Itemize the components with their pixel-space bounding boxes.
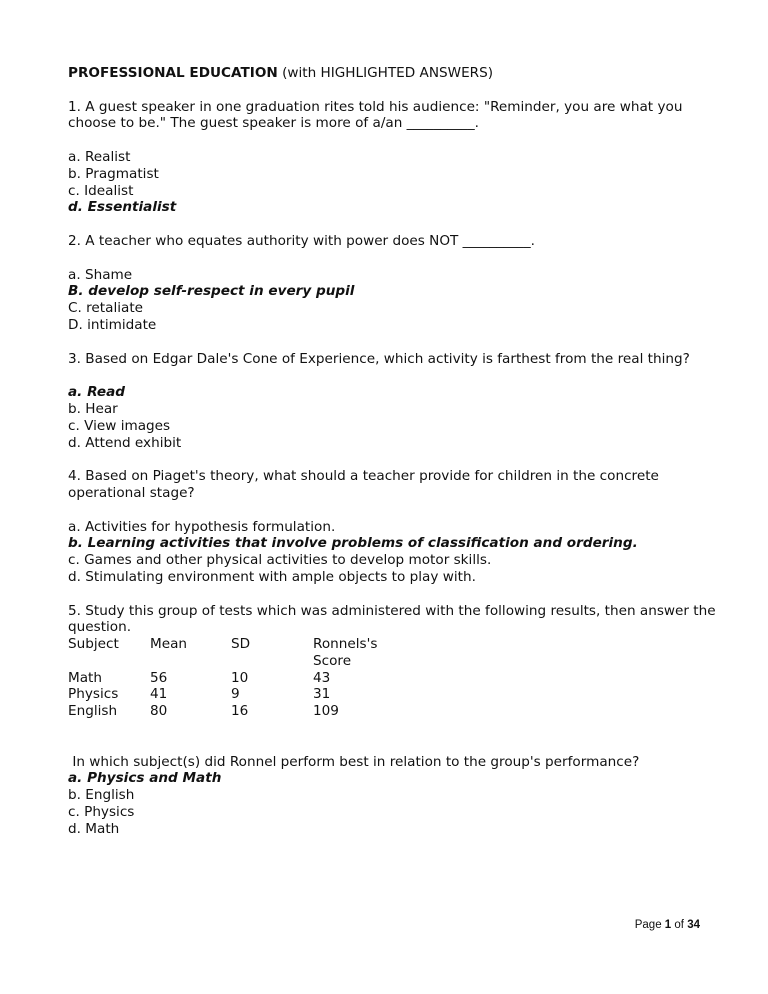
question-2-prompt: 2. A teacher who equates authority with power does NOT __________. [68, 232, 535, 249]
question-5-option-b: b. English [68, 787, 135, 804]
page-current: 1 [664, 919, 672, 931]
question-3-option-b: b. Hear [68, 400, 118, 417]
question-5-prompt: 5. Study this group of tests which was administered with the following results, then answer the question. [68, 602, 716, 636]
question-4-answer: b. Learning activities that involve problems of classification and ordering. [68, 535, 638, 552]
table-header-sd: SD [231, 636, 251, 653]
question-2-answer: B. develop self-respect in every pupil [68, 283, 355, 300]
question-4-prompt: 4. Based on Piaget's theory, what should a teacher provide for children in the concrete operational stage? [68, 468, 659, 501]
question-3-prompt: 3. Based on Edgar Dale's Cone of Experience, which activity is farthest from the real thing? [68, 350, 690, 367]
table-header-mean: Mean [150, 636, 188, 653]
question-4-option-c: c. Games and other physical activities to develop motor skills. [68, 552, 492, 569]
of-word: of [674, 919, 684, 931]
page-word: Page [634, 919, 662, 931]
question-1-answer: d. Essentialist [68, 199, 177, 216]
title-bold: PROFESSIONAL EDUCATION [68, 65, 278, 81]
question-1-option-a: a. Realist [68, 148, 131, 165]
table-header-subject: Subject [68, 636, 119, 653]
question-1-option-b: b. Pragmatist [68, 165, 159, 182]
question-2-option-c: C. retaliate [68, 300, 144, 317]
table-cell: 56 [150, 669, 168, 686]
table-cell: English [68, 703, 118, 720]
question-5-option-c: c. Physics [68, 804, 135, 821]
results-table [68, 636, 718, 720]
title-rest: (with HIGHLIGHTED ANSWERS) [277, 65, 494, 81]
table-cell: 109 [313, 703, 339, 720]
document-title [68, 65, 718, 82]
question-2-option-d: D. intimidate [68, 316, 157, 333]
table-cell: 31 [313, 686, 331, 703]
question-1-prompt: 1. A guest speaker in one graduation rites told his audience: "Reminder, you are what you choose to be." The guest speaker is more of a/an __________. [68, 98, 683, 132]
question-1-option-c: c. Idealist [68, 182, 134, 199]
table-cell: 80 [150, 703, 168, 720]
question-5-option-d: d. Math [68, 820, 120, 837]
question-5-followup: In which subject(s) did Ronnel perform best in relation to the group's performance? [68, 753, 640, 770]
question-3-option-d: d. Attend exhibit [68, 434, 182, 451]
page-number [600, 918, 700, 932]
question-2-option-a: a. Shame [68, 266, 133, 283]
table-cell: 43 [313, 669, 331, 686]
table-cell: 9 [231, 686, 240, 703]
table-cell: 16 [231, 703, 249, 720]
table-cell: Math [68, 669, 103, 686]
question-4-option-d: d. Stimulating environment with ample objects to play with. [68, 568, 476, 585]
question-4-option-a: a. Activities for hypothesis formulation. [68, 518, 336, 535]
document-page [68, 65, 718, 838]
question-3-option-c: c. View images [68, 417, 171, 434]
table-cell: 10 [231, 669, 249, 686]
question-5-answer: a. Physics and Math [68, 770, 222, 787]
table-cell: 41 [150, 686, 168, 703]
question-3-answer: a. Read [68, 384, 125, 401]
table-header-score: Ronnels's Score [313, 636, 378, 669]
table-cell: Physics [68, 686, 119, 703]
page-total: 34 [687, 919, 700, 931]
